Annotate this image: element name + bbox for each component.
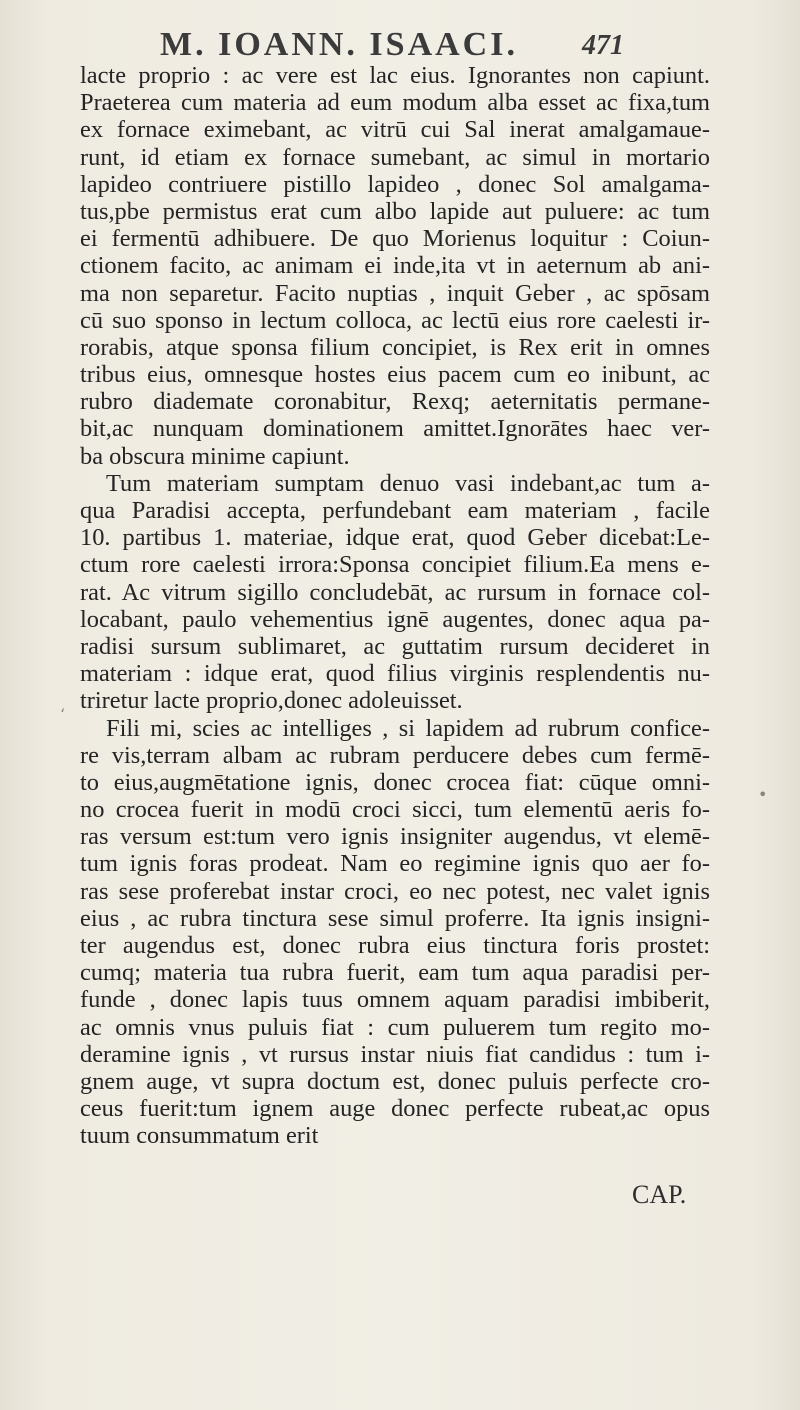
text-line: ctionem facito, ac animam ei inde,ita vt in aeternum ab ani-: [80, 252, 710, 280]
text-line: eius , ac rubra tinctura sese simul proferre. Ita ignis insigni-: [80, 904, 710, 932]
text-line: 10. partibus 1. materiae, idque erat, quod Geber dicebat:Le-: [80, 524, 710, 552]
text-line: ceus fuerit:tum ignem auge donec perfecte rubeat,ac opus: [80, 1095, 710, 1123]
text-line: rubro diademate coronabitur, Rexq; aeternitatis permane-: [80, 388, 710, 416]
text-line: materiam : idque erat, quod filius virginis resplendentis nu-: [80, 660, 710, 688]
text-line: Fili mi, scies ac intelliges , si lapidem ad rubrum confice-: [106, 714, 710, 742]
catchword: CAP.: [632, 1180, 687, 1209]
text-line: no crocea fuerit in modū croci sicci, tum elementū aeris fo-: [80, 796, 710, 824]
text-line: tuum consummatum erit: [80, 1122, 319, 1150]
text-line: ei fermentū adhibuere. De quo Morienus loquitur : Coiun-: [80, 225, 710, 253]
text-line: Praeterea cum materia ad eum modum alba esset ac fixa,tum: [80, 89, 710, 117]
text-line: lacte proprio : ac vere est lac eius. Ignorantes non capiunt.: [80, 62, 710, 89]
text-line: bit,ac nunquam dominationem amittet.Ignorātes haec ver-: [80, 415, 710, 443]
running-head-title: M. IOANN. ISAACI.: [160, 26, 518, 63]
text-line: re vis,terram albam ac rubram perducere debes cum fermē-: [80, 741, 710, 769]
text-line: ex fornace eximebant, ac vitrū cui Sal inerat amalgamaue-: [80, 116, 710, 144]
text-line: ac omnis vnus puluis fiat : cum puluerem tum regito mo-: [80, 1013, 710, 1041]
text-line: ter augendus est, donec rubra eius tinctura foris prostet:: [80, 932, 710, 959]
text-line: lapideo contriuere pistillo lapideo , donec Sol amalgama-: [80, 170, 710, 198]
text-line: rat. Ac vitrum sigillo concludebāt, ac rursum in fornace col-: [80, 578, 710, 606]
text-line: runt, id etiam ex fornace sumebant, ac simul in mortario: [80, 143, 710, 171]
text-line: radisi sursum sublimaret, ac guttatim rursum decideret in: [80, 632, 710, 660]
text-line: tribus eius, omnesque hostes eius pacem cum eo inibunt, ac: [80, 361, 710, 389]
text-line: to eius,augmētatione ignis, donec crocea fiat: cūque omni-: [80, 768, 710, 796]
text-line: locabant, paulo vehementius ignē augentes, donec aqua pa-: [80, 605, 710, 633]
text-line: ctum rore caelesti irrora:Sponsa concipiet filium.Ea mens e-: [80, 551, 710, 579]
text-line: tus,pbe permistus erat cum albo lapide aut puluere: ac tum: [80, 197, 710, 225]
text-line: funde , donec lapis tuus omnem aquam paradisi imbiberit,: [80, 986, 710, 1014]
text-line: Tum materiam sumptam denuo vasi indebant,ac tum a-: [106, 469, 710, 497]
text-line: cumq; materia tua rubra fuerit, eam tum aqua paradisi per-: [80, 959, 710, 987]
text-line: tum ignis foras prodeat. Nam eo regimine ignis quo aer fo-: [80, 850, 710, 878]
page-number: 471: [582, 30, 624, 61]
text-line: rorabis, atque sponsa filium concipiet, is Rex erit in omnes: [80, 333, 710, 361]
text-line: qua Paradisi accepta, perfundebant eam materiam , facile: [80, 497, 710, 524]
text-line: ras versum est:tum vero ignis insigniter augendus, vt elemē-: [80, 823, 710, 851]
text-line: ma non separetur. Facito nuptias , inquit Geber , ac spōsam: [80, 279, 710, 307]
text-line: ras sese proferebat instar croci, eo nec potest, nec valet ignis: [80, 877, 710, 905]
text-line: cū suo sponso in lectum colloca, ac lectū eius rore caelesti ir-: [80, 306, 710, 334]
text-line: triretur lacte proprio,donec adoleuisset.: [80, 687, 463, 715]
text-line: deramine ignis , vt rursus instar niuis fiat candidus : tum i-: [80, 1040, 710, 1068]
text-line: gnem auge, vt supra doctum est, donec puluis perfecte cro-: [80, 1067, 710, 1095]
body-text: [80, 62, 710, 1150]
text-line: ba obscura minime capiunt.: [80, 442, 350, 470]
margin-tick-mark: •: [758, 785, 768, 804]
margin-tick-mark: ‘: [60, 705, 66, 724]
